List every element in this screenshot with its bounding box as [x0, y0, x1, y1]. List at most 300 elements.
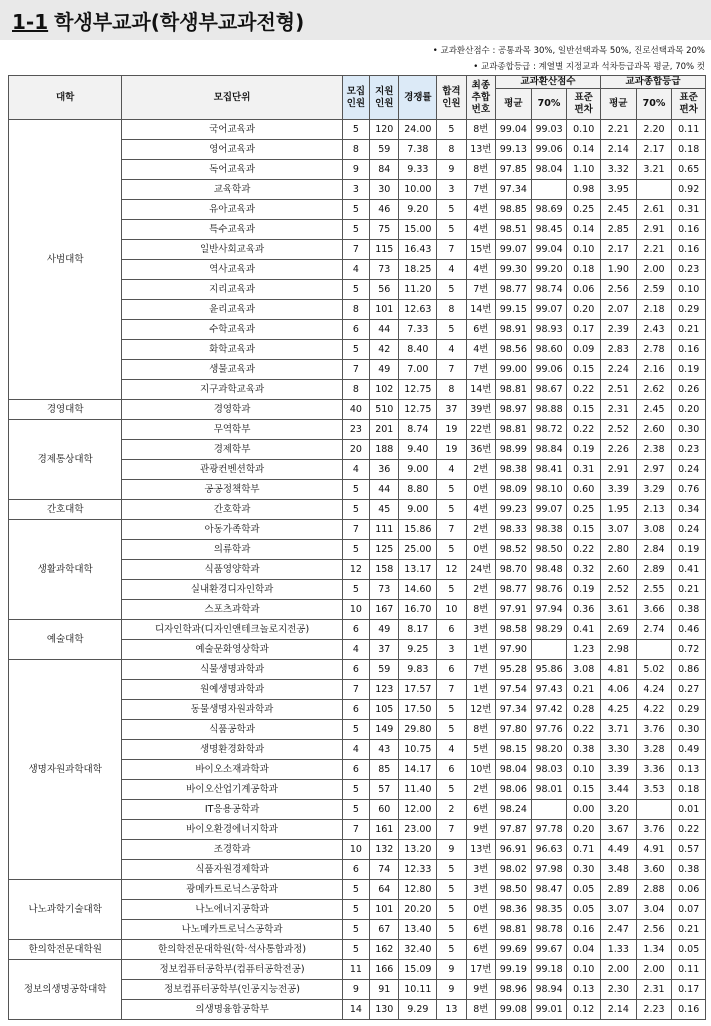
cell-waitlist: 1번 — [466, 680, 495, 700]
cell-grade-avg: 2.69 — [600, 620, 636, 640]
cell-quota: 8 — [342, 300, 369, 320]
cell-grade-70: 2.84 — [636, 540, 672, 560]
cell-applicants: 149 — [370, 720, 399, 740]
cell-univ: 경제통상대학 — [9, 420, 122, 500]
cell-waitlist: 17번 — [466, 960, 495, 980]
cell-grade-sd: 0.18 — [672, 780, 706, 800]
table-row — [9, 400, 706, 420]
cell-quota: 40 — [342, 400, 369, 420]
cell-score-70: 97.94 — [531, 600, 567, 620]
cell-dept: 디자인학과(디자인앤테크놀로지전공) — [122, 620, 342, 640]
cell-grade-avg: 3.07 — [600, 520, 636, 540]
cell-applicants: 64 — [370, 880, 399, 900]
cell-grade-avg: 4.49 — [600, 840, 636, 860]
cell-waitlist: 0번 — [466, 480, 495, 500]
cell-passed: 6 — [437, 760, 466, 780]
cell-passed: 4 — [437, 340, 466, 360]
cell-grade-70: 2.61 — [636, 200, 672, 220]
cell-ratio: 10.00 — [399, 180, 437, 200]
cell-applicants: 132 — [370, 840, 399, 860]
cell-ratio: 7.00 — [399, 360, 437, 380]
cell-quota: 12 — [342, 560, 369, 580]
cell-passed: 8 — [437, 140, 466, 160]
cell-dept: 경영학과 — [122, 400, 342, 420]
section-number: 1-1 — [12, 10, 49, 34]
cell-applicants: 510 — [370, 400, 399, 420]
cell-score-70: 98.88 — [531, 400, 567, 420]
table-row — [9, 660, 706, 680]
cell-dept: 생명환경화학과 — [122, 740, 342, 760]
cell-passed: 9 — [437, 840, 466, 860]
cell-quota: 6 — [342, 320, 369, 340]
cell-quota: 4 — [342, 460, 369, 480]
cell-quota: 5 — [342, 940, 369, 960]
cell-score-70: 97.76 — [531, 720, 567, 740]
cell-passed: 5 — [437, 700, 466, 720]
cell-score-sd: 0.22 — [567, 540, 601, 560]
cell-applicants: 125 — [370, 540, 399, 560]
cell-grade-70 — [636, 800, 672, 820]
cell-quota: 20 — [342, 440, 369, 460]
header-passed: 합격 인원 — [437, 76, 466, 120]
cell-waitlist: 4번 — [466, 340, 495, 360]
cell-grade-70: 2.45 — [636, 400, 672, 420]
cell-waitlist: 4번 — [466, 220, 495, 240]
cell-score-sd: 0.25 — [567, 500, 601, 520]
cell-score-70 — [531, 180, 567, 200]
cell-dept: 의생명융합공학부 — [122, 1000, 342, 1020]
cell-passed: 5 — [437, 320, 466, 340]
cell-grade-70: 3.08 — [636, 520, 672, 540]
cell-grade-avg: 3.32 — [600, 160, 636, 180]
cell-score-sd: 0.05 — [567, 880, 601, 900]
cell-applicants: 162 — [370, 940, 399, 960]
cell-grade-70: 2.00 — [636, 960, 672, 980]
cell-grade-avg: 2.26 — [600, 440, 636, 460]
cell-ratio: 9.00 — [399, 460, 437, 480]
cell-quota: 5 — [342, 720, 369, 740]
cell-applicants: 120 — [370, 120, 399, 140]
cell-score-sd: 0.20 — [567, 820, 601, 840]
cell-univ: 나노과학기술대학 — [9, 880, 122, 940]
cell-score-sd: 0.31 — [567, 460, 601, 480]
cell-score-avg: 98.02 — [496, 860, 532, 880]
header-score-group: 교과환산점수 — [496, 76, 601, 89]
cell-score-70: 98.50 — [531, 540, 567, 560]
cell-score-sd: 0.15 — [567, 520, 601, 540]
cell-score-70: 99.01 — [531, 1000, 567, 1020]
cell-passed: 6 — [437, 620, 466, 640]
header-applicants: 지원 인원 — [370, 76, 399, 120]
cell-score-avg: 97.87 — [496, 820, 532, 840]
cell-quota: 10 — [342, 840, 369, 860]
cell-score-70: 97.78 — [531, 820, 567, 840]
cell-waitlist: 9번 — [466, 980, 495, 1000]
cell-quota: 5 — [342, 220, 369, 240]
cell-grade-sd: 0.19 — [672, 540, 706, 560]
cell-dept: 공공정책학부 — [122, 480, 342, 500]
cell-grade-avg: 2.47 — [600, 920, 636, 940]
cell-dept: 유아교육과 — [122, 200, 342, 220]
cell-dept: 국어교육과 — [122, 120, 342, 140]
cell-waitlist: 1번 — [466, 640, 495, 660]
cell-grade-sd: 0.11 — [672, 960, 706, 980]
cell-score-avg: 98.70 — [496, 560, 532, 580]
cell-waitlist: 6번 — [466, 800, 495, 820]
cell-grade-70: 3.66 — [636, 600, 672, 620]
cell-score-avg: 98.77 — [496, 580, 532, 600]
cell-grade-70 — [636, 640, 672, 660]
cell-score-sd: 0.38 — [567, 740, 601, 760]
page-title — [12, 6, 304, 35]
cell-score-sd: 0.30 — [567, 860, 601, 880]
cell-grade-70: 2.18 — [636, 300, 672, 320]
cell-grade-avg: 3.39 — [600, 760, 636, 780]
cell-score-sd: 0.22 — [567, 380, 601, 400]
cell-applicants: 42 — [370, 340, 399, 360]
cell-score-70: 98.72 — [531, 420, 567, 440]
cell-score-sd: 0.60 — [567, 480, 601, 500]
cell-passed: 19 — [437, 420, 466, 440]
cell-score-70: 98.45 — [531, 220, 567, 240]
cell-grade-70: 2.59 — [636, 280, 672, 300]
cell-score-sd: 0.18 — [567, 260, 601, 280]
cell-dept: 경제학부 — [122, 440, 342, 460]
cell-ratio: 9.25 — [399, 640, 437, 660]
cell-score-sd: 0.12 — [567, 1000, 601, 1020]
cell-passed: 5 — [437, 580, 466, 600]
cell-score-sd: 0.10 — [567, 120, 601, 140]
cell-quota: 7 — [342, 240, 369, 260]
cell-score-avg: 99.15 — [496, 300, 532, 320]
cell-grade-sd: 0.29 — [672, 300, 706, 320]
cell-waitlist: 4번 — [466, 200, 495, 220]
cell-ratio: 13.40 — [399, 920, 437, 940]
cell-score-70: 98.41 — [531, 460, 567, 480]
cell-grade-avg: 2.60 — [600, 560, 636, 580]
cell-passed: 4 — [437, 460, 466, 480]
cell-score-avg: 98.81 — [496, 420, 532, 440]
cell-grade-sd: 0.18 — [672, 140, 706, 160]
cell-grade-avg: 2.24 — [600, 360, 636, 380]
cell-score-avg: 98.33 — [496, 520, 532, 540]
cell-ratio: 29.80 — [399, 720, 437, 740]
cell-score-sd: 1.10 — [567, 160, 601, 180]
cell-grade-sd: 0.16 — [672, 340, 706, 360]
cell-applicants: 75 — [370, 220, 399, 240]
cell-grade-70: 3.60 — [636, 860, 672, 880]
cell-ratio: 9.20 — [399, 200, 437, 220]
cell-score-70: 97.43 — [531, 680, 567, 700]
cell-score-70: 98.67 — [531, 380, 567, 400]
cell-applicants: 101 — [370, 300, 399, 320]
cell-grade-avg: 3.07 — [600, 900, 636, 920]
cell-quota: 6 — [342, 700, 369, 720]
cell-grade-sd: 0.19 — [672, 360, 706, 380]
cell-waitlist: 15번 — [466, 240, 495, 260]
cell-score-70: 99.20 — [531, 260, 567, 280]
cell-grade-70: 4.22 — [636, 700, 672, 720]
cell-dept: 무역학부 — [122, 420, 342, 440]
cell-applicants: 56 — [370, 280, 399, 300]
cell-score-avg: 98.97 — [496, 400, 532, 420]
cell-applicants: 30 — [370, 180, 399, 200]
cell-grade-70: 2.89 — [636, 560, 672, 580]
cell-applicants: 102 — [370, 380, 399, 400]
cell-grade-sd: 0.21 — [672, 920, 706, 940]
cell-waitlist: 4번 — [466, 260, 495, 280]
cell-score-avg: 98.58 — [496, 620, 532, 640]
cell-passed: 6 — [437, 660, 466, 680]
cell-grade-avg: 2.85 — [600, 220, 636, 240]
cell-score-70: 99.67 — [531, 940, 567, 960]
cell-grade-sd: 0.16 — [672, 1000, 706, 1020]
cell-ratio: 15.00 — [399, 220, 437, 240]
cell-quota: 8 — [342, 380, 369, 400]
cell-ratio: 9.00 — [399, 500, 437, 520]
cell-dept: 한의학전문대학원(학·석사통합과정) — [122, 940, 342, 960]
cell-quota: 5 — [342, 480, 369, 500]
cell-ratio: 10.11 — [399, 980, 437, 1000]
header-ratio: 경쟁률 — [399, 76, 437, 120]
cell-score-avg: 97.34 — [496, 180, 532, 200]
cell-score-avg: 98.85 — [496, 200, 532, 220]
cell-score-avg: 97.85 — [496, 160, 532, 180]
cell-grade-70: 2.21 — [636, 240, 672, 260]
cell-grade-avg: 2.31 — [600, 400, 636, 420]
cell-dept: 바이오산업기계공학과 — [122, 780, 342, 800]
cell-grade-avg: 2.14 — [600, 140, 636, 160]
cell-ratio: 18.25 — [399, 260, 437, 280]
cell-grade-sd: 0.20 — [672, 400, 706, 420]
cell-score-avg: 98.96 — [496, 980, 532, 1000]
cell-ratio: 10.75 — [399, 740, 437, 760]
cell-grade-70: 2.31 — [636, 980, 672, 1000]
cell-quota: 5 — [342, 780, 369, 800]
cell-score-avg: 98.09 — [496, 480, 532, 500]
cell-passed: 7 — [437, 360, 466, 380]
cell-grade-sd: 0.65 — [672, 160, 706, 180]
cell-ratio: 11.40 — [399, 780, 437, 800]
cell-score-avg: 98.81 — [496, 920, 532, 940]
header-grade-avg: 평균 — [600, 89, 636, 120]
cell-score-70: 98.48 — [531, 560, 567, 580]
cell-quota: 5 — [342, 120, 369, 140]
cell-ratio: 12.75 — [399, 380, 437, 400]
cell-passed: 10 — [437, 600, 466, 620]
cell-passed: 9 — [437, 960, 466, 980]
cell-grade-70: 2.91 — [636, 220, 672, 240]
cell-ratio: 12.75 — [399, 400, 437, 420]
cell-passed: 7 — [437, 240, 466, 260]
cell-dept: 나노메카트로닉스공학과 — [122, 920, 342, 940]
cell-waitlist: 9번 — [466, 820, 495, 840]
cell-passed: 37 — [437, 400, 466, 420]
cell-grade-sd: 0.16 — [672, 240, 706, 260]
admission-results-table — [8, 75, 706, 1020]
cell-waitlist: 0번 — [466, 540, 495, 560]
cell-waitlist: 8번 — [466, 600, 495, 620]
cell-ratio: 17.50 — [399, 700, 437, 720]
header-waitlist: 최종 추합 번호 — [466, 76, 495, 120]
cell-score-avg: 98.52 — [496, 540, 532, 560]
cell-waitlist: 39번 — [466, 400, 495, 420]
cell-dept: 나노에너지공학과 — [122, 900, 342, 920]
cell-score-sd: 0.32 — [567, 560, 601, 580]
cell-quota: 5 — [342, 200, 369, 220]
cell-score-avg: 99.00 — [496, 360, 532, 380]
cell-score-sd: 0.21 — [567, 680, 601, 700]
cell-grade-sd: 0.30 — [672, 720, 706, 740]
cell-dept: 조경학과 — [122, 840, 342, 860]
cell-grade-70: 2.00 — [636, 260, 672, 280]
cell-grade-70: 1.34 — [636, 940, 672, 960]
cell-grade-sd: 0.07 — [672, 900, 706, 920]
cell-score-avg: 98.51 — [496, 220, 532, 240]
cell-passed: 7 — [437, 680, 466, 700]
cell-waitlist: 2번 — [466, 580, 495, 600]
cell-ratio: 16.43 — [399, 240, 437, 260]
cell-ratio: 7.38 — [399, 140, 437, 160]
cell-score-avg: 98.24 — [496, 800, 532, 820]
cell-waitlist: 8번 — [466, 720, 495, 740]
cell-grade-70: 2.60 — [636, 420, 672, 440]
cell-grade-70: 2.38 — [636, 440, 672, 460]
cell-score-70: 98.93 — [531, 320, 567, 340]
cell-dept: 실내환경디자인학과 — [122, 580, 342, 600]
cell-grade-70: 2.62 — [636, 380, 672, 400]
cell-grade-avg: 2.21 — [600, 120, 636, 140]
cell-dept: 식품자원경제학과 — [122, 860, 342, 880]
cell-grade-avg: 3.61 — [600, 600, 636, 620]
header-grade-group: 교과종합등급 — [600, 76, 705, 89]
cell-ratio: 9.33 — [399, 160, 437, 180]
cell-dept: 예술문화영상학과 — [122, 640, 342, 660]
cell-grade-sd: 0.05 — [672, 940, 706, 960]
cell-applicants: 74 — [370, 860, 399, 880]
cell-waitlist: 2번 — [466, 460, 495, 480]
cell-ratio: 20.20 — [399, 900, 437, 920]
cell-grade-sd: 0.23 — [672, 260, 706, 280]
cell-quota: 14 — [342, 1000, 369, 1020]
cell-waitlist: 3번 — [466, 860, 495, 880]
cell-grade-sd: 0.11 — [672, 120, 706, 140]
cell-applicants: 85 — [370, 760, 399, 780]
cell-grade-70: 3.29 — [636, 480, 672, 500]
cell-ratio: 14.17 — [399, 760, 437, 780]
cell-dept: 의류학과 — [122, 540, 342, 560]
cell-dept: 바이오소재과학과 — [122, 760, 342, 780]
cell-grade-avg: 2.17 — [600, 240, 636, 260]
cell-score-avg: 99.13 — [496, 140, 532, 160]
cell-passed: 12 — [437, 560, 466, 580]
cell-grade-sd: 0.17 — [672, 980, 706, 1000]
cell-score-70 — [531, 800, 567, 820]
cell-dept: 광메카트로닉스공학과 — [122, 880, 342, 900]
cell-grade-70: 2.55 — [636, 580, 672, 600]
cell-grade-70: 2.78 — [636, 340, 672, 360]
section-title: 학생부교과(학생부교과전형) — [54, 10, 305, 34]
cell-score-70: 98.74 — [531, 280, 567, 300]
table-header — [9, 76, 706, 120]
cell-waitlist: 7번 — [466, 660, 495, 680]
cell-waitlist: 5번 — [466, 740, 495, 760]
cell-score-sd: 0.10 — [567, 240, 601, 260]
cell-score-70: 98.29 — [531, 620, 567, 640]
cell-applicants: 201 — [370, 420, 399, 440]
cell-passed: 5 — [437, 940, 466, 960]
cell-waitlist: 7번 — [466, 360, 495, 380]
cell-quota: 6 — [342, 620, 369, 640]
cell-applicants: 101 — [370, 900, 399, 920]
cell-ratio: 15.09 — [399, 960, 437, 980]
cell-grade-sd: 0.01 — [672, 800, 706, 820]
cell-passed: 5 — [437, 480, 466, 500]
cell-quota: 5 — [342, 340, 369, 360]
cell-dept: 정보컴퓨터공학부(컴퓨터공학전공) — [122, 960, 342, 980]
cell-passed: 5 — [437, 280, 466, 300]
cell-applicants: 67 — [370, 920, 399, 940]
cell-passed: 5 — [437, 720, 466, 740]
cell-quota: 3 — [342, 180, 369, 200]
cell-grade-avg: 4.25 — [600, 700, 636, 720]
cell-waitlist: 13번 — [466, 840, 495, 860]
cell-quota: 5 — [342, 500, 369, 520]
cell-score-sd: 0.20 — [567, 300, 601, 320]
cell-dept: 수학교육과 — [122, 320, 342, 340]
cell-score-70: 99.18 — [531, 960, 567, 980]
cell-waitlist: 8번 — [466, 1000, 495, 1020]
cell-applicants: 91 — [370, 980, 399, 1000]
cell-ratio: 13.20 — [399, 840, 437, 860]
cell-score-sd: 0.41 — [567, 620, 601, 640]
cell-score-avg: 98.77 — [496, 280, 532, 300]
cell-grade-70: 2.16 — [636, 360, 672, 380]
cell-score-sd: 0.14 — [567, 220, 601, 240]
cell-dept: IT응용공학과 — [122, 800, 342, 820]
cell-applicants: 161 — [370, 820, 399, 840]
cell-applicants: 37 — [370, 640, 399, 660]
cell-grade-sd: 0.86 — [672, 660, 706, 680]
cell-ratio: 12.00 — [399, 800, 437, 820]
cell-grade-avg: 2.51 — [600, 380, 636, 400]
cell-waitlist: 6번 — [466, 940, 495, 960]
cell-applicants: 45 — [370, 500, 399, 520]
cell-dept: 식품영양학과 — [122, 560, 342, 580]
cell-applicants: 115 — [370, 240, 399, 260]
cell-grade-sd: 0.76 — [672, 480, 706, 500]
cell-waitlist: 12번 — [466, 700, 495, 720]
cell-score-avg: 99.69 — [496, 940, 532, 960]
cell-passed: 7 — [437, 820, 466, 840]
cell-score-avg: 98.91 — [496, 320, 532, 340]
cell-grade-70: 2.13 — [636, 500, 672, 520]
cell-grade-avg: 3.67 — [600, 820, 636, 840]
cell-passed: 4 — [437, 740, 466, 760]
cell-waitlist: 6번 — [466, 320, 495, 340]
cell-score-70: 96.63 — [531, 840, 567, 860]
cell-score-70: 95.86 — [531, 660, 567, 680]
cell-grade-70: 3.53 — [636, 780, 672, 800]
cell-quota: 4 — [342, 740, 369, 760]
cell-dept: 스포츠과학과 — [122, 600, 342, 620]
cell-score-sd: 0.28 — [567, 700, 601, 720]
cell-score-sd: 0.16 — [567, 920, 601, 940]
cell-grade-sd: 0.13 — [672, 760, 706, 780]
cell-ratio: 12.33 — [399, 860, 437, 880]
cell-grade-70: 2.56 — [636, 920, 672, 940]
cell-score-avg: 98.06 — [496, 780, 532, 800]
